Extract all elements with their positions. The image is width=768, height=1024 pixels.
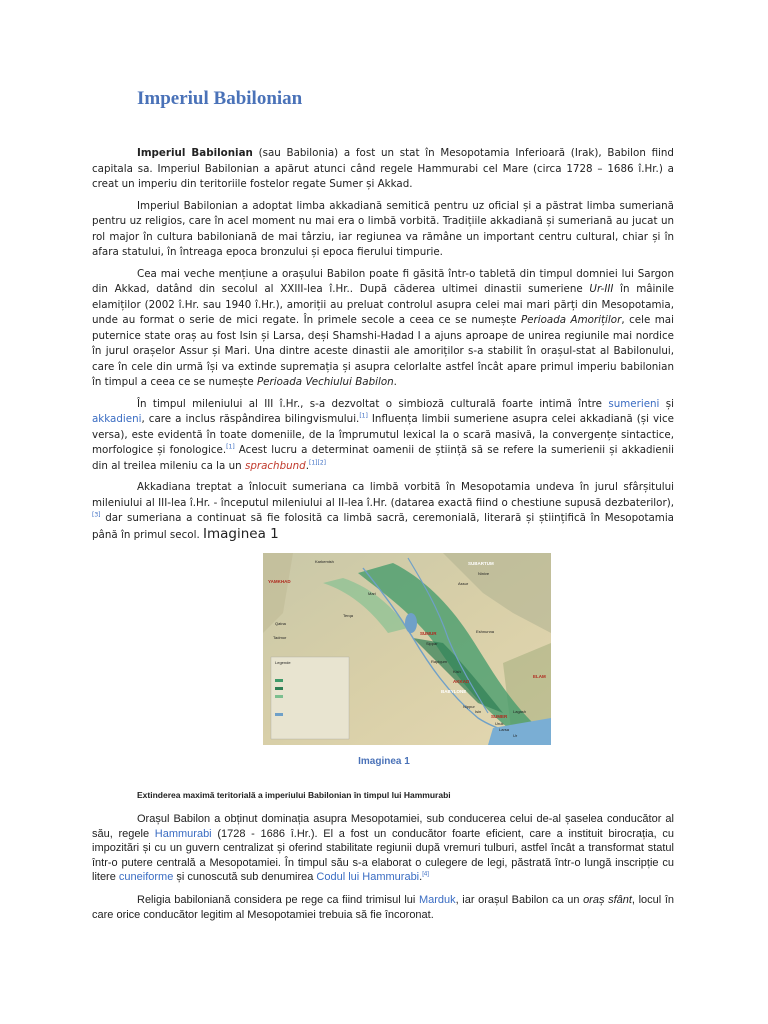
link-cuneiforme[interactable]: cuneiforme [118, 871, 174, 884]
intro-bold: Imperiul Babilonian [137, 147, 253, 159]
svg-text:Isin: Isin [475, 709, 482, 714]
svg-text:Sippar: Sippar [426, 641, 438, 646]
svg-text:Rapiqum: Rapiqum [431, 659, 448, 664]
p6-text-d: . [419, 871, 423, 884]
ref-link-3[interactable]: [1][2] [309, 459, 326, 467]
svg-text:Legende: Legende [275, 660, 291, 665]
svg-text:Nippur: Nippur [463, 704, 475, 709]
svg-text:Uruk: Uruk [495, 721, 504, 726]
p3-italic-amoriti: Perioada Amoriților [520, 314, 622, 326]
ref-link-5[interactable]: [4] [422, 871, 429, 878]
p3-italic-ur: Ur-III [589, 283, 614, 295]
p3-text-g: . [393, 376, 397, 388]
svg-text:Ninive: Ninive [478, 571, 490, 576]
p6-text-c: și cunoscută sub denumirea [173, 871, 317, 884]
p4-text-f: . [305, 459, 309, 472]
svg-text:SUMER: SUMER [491, 714, 508, 719]
svg-text:Karkemish: Karkemish [315, 559, 334, 564]
figure-caption: Imaginea 1 [358, 756, 410, 767]
ref-link-2[interactable]: [1] [226, 443, 235, 451]
paragraph-6 [92, 812, 674, 885]
body-text-top [92, 146, 674, 549]
svg-text:Assur: Assur [458, 581, 469, 586]
figure-subcaption: Extinderea maximă teritorială a imperiului Babilonian în timpul lui Hammurabi [137, 790, 451, 800]
body-text-bottom [92, 812, 674, 930]
paragraph-5 [92, 480, 674, 543]
svg-text:SUBARTUM: SUBARTUM [468, 561, 494, 566]
p5-text-a: Akkadiana treptat a înlocuit sumeriana ca limbă vorbită în Mesopotamia undeva în jurul sfârșitului mileniului al III-lea î.Hr. - începutul mileniului al II-lea î.Hr. (datarea exactă fiind o chestiune supusă dezbaterilor), [92, 481, 674, 509]
p3-italic-babilon: Perioada Vechiului Babilon [256, 376, 394, 388]
svg-text:Kish: Kish [453, 669, 461, 674]
p3-text-c: în mâinile elamiților (2002 î.Hr. sau 1940 î.Hr.), amoriții au preluat controlul asupra celei mai mari părți din Mesopotamia, unde au format o serie de mici regate. În primele secole a ceea ce se numește [92, 283, 675, 326]
paragraph-3 [92, 267, 674, 391]
link-marduk[interactable]: Marduk [418, 893, 456, 906]
svg-text:Tadmor: Tadmor [273, 635, 287, 640]
p3-text-a: Cea mai veche mențiune a orașului Babilon poate fi găsită într-o tabletă din timpul domniei lui Sargon din Akkad, datând din secolul al XXIII-lea î.Hr.. După căderea ultimei dinastii sumeriene [92, 267, 674, 295]
svg-text:Eshnunna: Eshnunna [476, 629, 495, 634]
p4-text-e: Acest lucru a determinat oamenii de știință să se refere la sumerienii și akkadienii din al treilea mileniu ca la un [92, 444, 674, 472]
ref-link-1[interactable]: [1] [359, 412, 368, 420]
svg-text:ELAM: ELAM [533, 674, 546, 679]
paragraph-7 [92, 893, 674, 922]
p7-text-a: Religia babiloniană considera pe rege ca fiind trimisul lui [137, 893, 419, 906]
p7-text-b: , iar orașul Babilon ca un [455, 893, 584, 906]
svg-text:Lagash: Lagash [513, 709, 527, 714]
link-sumerieni[interactable]: sumerieni [608, 397, 660, 410]
inline-image-label: Imaginea 1 [203, 525, 279, 542]
p4-text-a: În timpul mileniului al III î.Hr., s-a dezvoltat o simbioză culturală foarte intimă între [137, 397, 609, 410]
svg-text:Qatna: Qatna [275, 621, 286, 626]
link-codul-lui-hammurabi[interactable]: Codul lui Hammurabi [316, 871, 420, 884]
svg-text:Mari: Mari [368, 591, 376, 596]
p4-text-d: Influența limbii sumeriene asupra celei akkadiană (și vice versa), este evidentă în toate domeniile, de la împrumutul lexical la o scară masivă, la convergențe sintactice, morfologice și fonologice. [92, 413, 674, 456]
svg-text:Larsa: Larsa [499, 727, 510, 732]
intro-text: (sau Babilonia) a fost un stat în Mesopotamia Inferioară (Irak), Babilon fiind capitala sa. Imperiul Babilonian a apărut atunci când regele Hammurabi cel Mare (circa 1728 – 1686 î.Hr.) a creat un imperiu din teritoriile fostelor regate Sumer și Akkad. [92, 147, 674, 190]
p5-text-b: dar sumeriana a continuat să fie folosită ca limbă sacră, ceremonială, literară și științifică în Mesopotamia până în primul secol. [92, 512, 674, 541]
svg-text:Terqa: Terqa [343, 613, 354, 618]
p6-text-b: (1728 - 1686 î.Hr.). El a fost un conducător foarte eficient, care a instituit birocrația, cu impozitări și cu un guvern centralizat și oferind stabilitate regiunii după vremuri tulburi, astfel încât a transformat statul într-o putere centrală a Mesopotamiei. În timpul său s-a elaborat o culegere de legi, păstrată într-o lungă inscripție cu litere [92, 827, 675, 884]
paragraph-intro [92, 146, 674, 193]
p6-text-a: Orașul Babilon a obținut dominația asupra Mesopotamiei, sub conducerea celui de-al șaselea conducător al său, regele [92, 813, 674, 840]
svg-text:YAMKHAD: YAMKHAD [268, 579, 291, 584]
svg-text:Ur: Ur [513, 733, 518, 738]
link-sprachbund[interactable]: sprachbund [244, 459, 306, 472]
babylonian-empire-map [263, 553, 551, 745]
paragraph-2: Imperiul Babilonian a adoptat limba akkadiană semitică pentru uz oficial și a păstrat limba sumeriană pentru uz religios, care în acel moment nu mai era o limbă vorbită. Tradițiile akkadiană și sumeriană au jucat un rol major în cultura babiloniană de mai târziu, iar regiunea va rămâne un important centru cultural, chiar și în afara statului, în întreaga epoca bronzului și epoca fierului timpurie. [92, 199, 674, 258]
link-akkadieni[interactable]: akkadieni [92, 413, 142, 425]
svg-text:AKKAD: AKKAD [453, 679, 470, 684]
paragraph-4 [92, 397, 674, 475]
p4-text-b: și [659, 397, 674, 410]
link-hammurabi[interactable]: Hammurabi [154, 827, 212, 840]
p4-text-c: , care a inclus răspândirea bilingvismului. [141, 413, 360, 425]
ref-link-4[interactable]: [3] [92, 511, 101, 519]
p7-text-c: , locul în care orice conducător legitim al Mesopotamiei trebuia să fie încoronat. [92, 893, 674, 921]
page-title: Imperiul Babilonian [137, 88, 303, 109]
svg-text:SUMUR: SUMUR [420, 631, 437, 636]
svg-text:BABYLONE: BABYLONE [441, 689, 467, 694]
p3-text-e: , cele mai puternice state oraș au fost Isin și Larsa, deși Shamshi-Hadad I a ajuns aproape de unirea regiunile mai nordice în jurul orașelor Assur și Mari. Una dintre aceste dinastii ale amoriților s-a stabilit în orașul-stat al Babilonului, care în cele din urmă își va extinde supremația și asupra celorlalte astfel încât apare primul imperiu babilonian în timpul a ceea ce se numește [92, 314, 674, 388]
p7-italic: oraș sfânt [583, 893, 632, 906]
map-graphic [263, 553, 551, 745]
